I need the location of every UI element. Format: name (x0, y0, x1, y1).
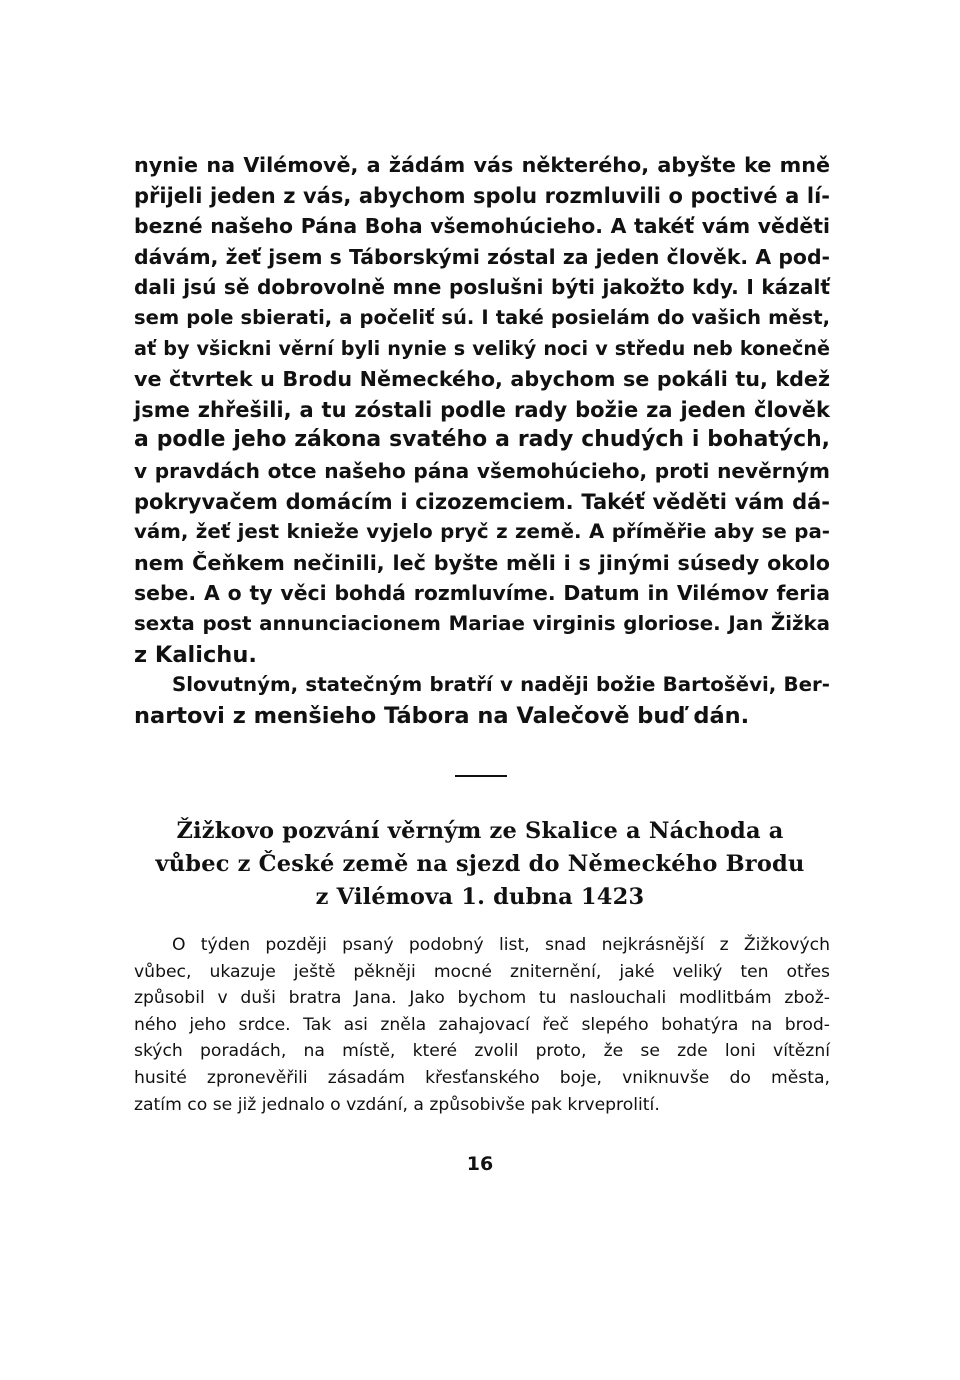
body-line: v pravdách otce našeho pána všemohúcieho, proti nevěrným (134, 458, 830, 483)
body-line: nem Čeňkem nečinili, leč byšte měli i s jinými súsedy okolo (134, 550, 830, 575)
letter-body (134, 150, 830, 731)
intro-paragraph (134, 932, 830, 1118)
heading-line: z Vilémova 1. dubna 1423 (315, 884, 645, 910)
body-line: dali jsú sě dobrovolně mne poslušni býti jakožto kdy. I kázalť (134, 275, 830, 300)
body-line: přijeli jeden z vás, abychom spolu rozmluvili o poctivé a lí- (134, 183, 830, 208)
body-line: a podle jeho zákona svatého a rady chudých i bohatých, (134, 427, 830, 453)
body-line: sexta post annunciacionem Mariae virginis gloriose. Jan Žižka (134, 611, 830, 635)
body-line: ať by všickni věrní byli nynie s veliký noci v středu neb konečně (134, 336, 830, 360)
body-line: ve čtvrtek u Brodu Německého, abychom se pokáli tu, kdež (134, 367, 830, 392)
intro-line: vůbec, ukazuje ještě pěkněji mocné zniternění, jaké veliký ten otřes (134, 961, 830, 982)
page-number: 16 (466, 1153, 494, 1175)
heading-line: Žižkovo pozvání věrným ze Skalice a Náchoda a (176, 818, 784, 844)
intro-line: zatím co se již jednalo o vzdání, a způsobivše pak krveprolití. (134, 1094, 660, 1115)
body-line: sem pole sbierati, a počeliť sú. I také posielám do vašich měst, (134, 305, 830, 329)
body-line: sebe. A o ty věci bohdá rozmluvíme. Datum in Vilémov feria (134, 581, 830, 606)
intro-line: způsobil v duši bratra Jana. Jako bychom tu naslouchali modlitbám zbož- (134, 988, 830, 1009)
body-line: pokryvačem domácím i cizozemciem. Takéť věděti vám dá- (134, 489, 830, 514)
intro-line: husité zpronevěřili zásadám křesťanského boje, vniknuvše do města, (134, 1067, 830, 1088)
body-line: bezné našeho Pána Boha všemohúcieho. A takéť vám věděti (134, 214, 830, 239)
body-line: nynie na Vilémově, a žádám vás některého, abyšte ke mně (134, 153, 830, 177)
intro-line: ských poradách, na místě, které zvolil proto, že se zde loni vítězní (134, 1041, 830, 1062)
heading-line: vůbec z České země na sjezd do Německého Brodu (155, 851, 805, 877)
body-line: dávám, žeť jsem s Táborskými zóstal za jeden člověk. A pod- (134, 244, 830, 269)
body-line: vám, žeť jest knieže vyjelo pryč z země. A příměřie aby se pa- (134, 520, 830, 544)
body-line: z Kalichu. (134, 641, 257, 668)
address-line: nartovi z menšieho Tábora na Valečově buď dán. (134, 702, 750, 729)
address-line: Slovutným, statečným bratří v naději božie Bartošěvi, Ber- (172, 673, 830, 697)
section-divider (455, 775, 507, 777)
section-heading (130, 815, 830, 914)
intro-line: ného jeho srdce. Tak asi zněla zahajovací řeč slepého bohatýra na brod- (134, 1014, 830, 1035)
intro-line: O týden později psaný podobný list, snad nejkrásnější z Žižkových (172, 935, 830, 955)
body-line: jsme zhřešili, a tu zóstali podle rady božie za jeden člověk (134, 397, 830, 422)
